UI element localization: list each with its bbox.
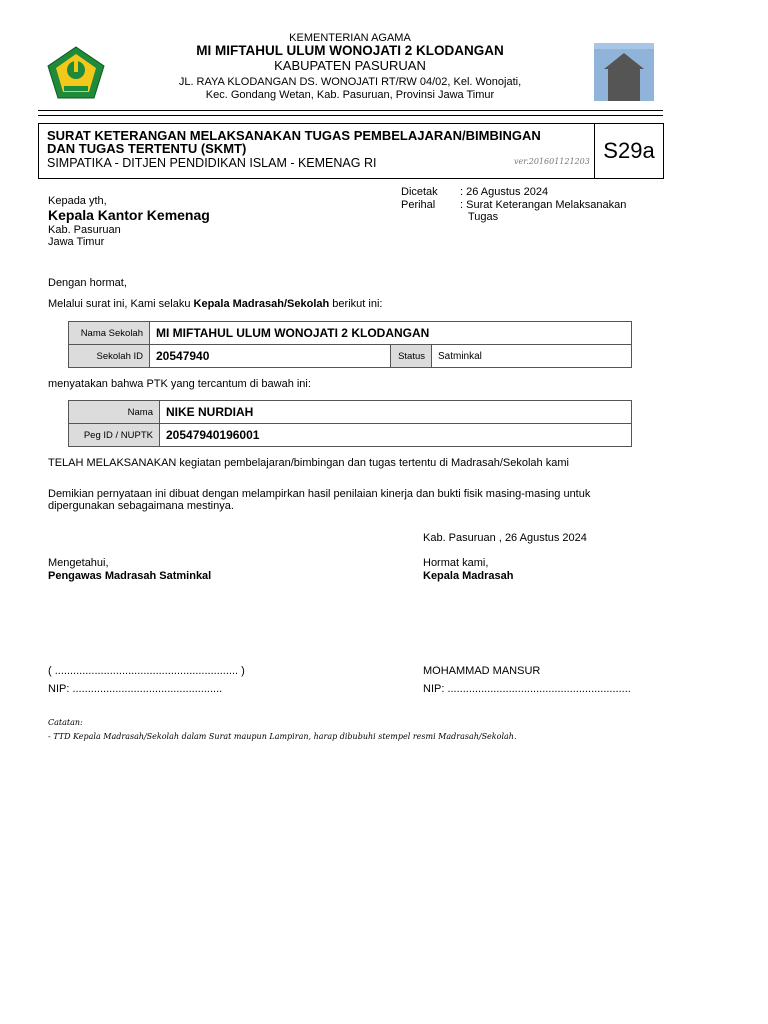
regency-name: KABUPATEN PASURUAN bbox=[274, 58, 426, 73]
right-nip: NIP: ............................................................ bbox=[423, 683, 631, 695]
title-line-1: SURAT KETERANGAN MELAKSANAKAN TUGAS PEMBELAJARAN/BIMBINGAN bbox=[47, 128, 541, 143]
greeting: Dengan hormat, bbox=[48, 277, 127, 289]
declaration-paragraph: TELAH MELAKSANAKAN kegiatan pembelajaran/bimbingan dan tugas tertentu di Madrasah/Sekolah kami bbox=[48, 457, 569, 469]
ministry-name: KEMENTERIAN AGAMA bbox=[289, 32, 411, 44]
subject-label: Perihal bbox=[401, 199, 436, 211]
recipient-name: Kepala Kantor Kemenag bbox=[48, 207, 210, 223]
place-date: Kab. Pasuruan , 26 Agustus 2024 bbox=[423, 532, 587, 544]
closing-line-1: Demikian pernyataan ini dibuat dengan melampirkan hasil penilaian kinerja dan bukti fisik masing-masing untuk bbox=[48, 488, 591, 500]
school-name-header: MI MIFTAHUL ULUM WONOJATI 2 KLODANGAN bbox=[196, 43, 504, 58]
right-ack: Hormat kami, bbox=[423, 557, 489, 569]
school-name-label: Nama Sekolah bbox=[69, 322, 150, 345]
ptk-id-label: Peg ID / NUPTK bbox=[69, 424, 160, 447]
ptk-table bbox=[68, 400, 632, 447]
address-line-2: Kec. Gondang Wetan, Kab. Pasuruan, Provinsi Jawa Timur bbox=[205, 89, 495, 101]
ptk-name-value: NIKE NURDIAH bbox=[160, 401, 632, 424]
header-divider bbox=[38, 110, 663, 111]
left-nip: NIP: ................................................. bbox=[48, 683, 223, 695]
closing-line-2: dipergunakan sebagaimana mestinya. bbox=[48, 500, 234, 512]
recipient-line-1: Kab. Pasuruan bbox=[48, 224, 121, 236]
ptk-id-value: 20547940196001 bbox=[160, 424, 632, 447]
form-code: S29a bbox=[594, 124, 663, 178]
status-value: Satminkal bbox=[432, 345, 632, 368]
recipient-line-2: Jawa Timur bbox=[48, 236, 105, 248]
school-id-label: Sekolah ID bbox=[69, 345, 150, 368]
notes-label: Catatan: bbox=[48, 718, 83, 727]
title-line-2: DAN TUGAS TERTENTU (SKMT) bbox=[47, 141, 247, 156]
left-ack: Mengetahui, bbox=[48, 557, 109, 569]
school-id-value: 20547940 bbox=[150, 345, 391, 368]
document-subtitle: SIMPATIKA - DITJEN PENDIDIKAN ISLAM - KEMENAG RI bbox=[47, 156, 377, 170]
ptk-name-label: Nama bbox=[69, 401, 160, 424]
address-line-1: JL. RAYA KLODANGAN DS. WONOJATI RT/RW 04/02, Kel. Wonojati, bbox=[178, 76, 522, 88]
version-label: ver.201601121203 bbox=[514, 157, 590, 166]
document-title bbox=[47, 129, 592, 155]
status-label: Status bbox=[391, 345, 432, 368]
school-name-value: MI MIFTAHUL ULUM WONOJATI 2 KLODANGAN bbox=[150, 322, 632, 345]
intro-paragraph bbox=[48, 298, 382, 310]
printed-label: Dicetak bbox=[401, 186, 438, 198]
left-signature-name: ( ............................................................ ) bbox=[48, 665, 245, 677]
school-table bbox=[68, 321, 632, 368]
intro-suffix: berikut ini: bbox=[329, 298, 383, 310]
notes-item-1: - TTD Kepala Madrasah/Sekolah dalam Surat maupun Lampiran, harap dibubuhi stempel resmi Madrasah/Sekolah. bbox=[48, 732, 517, 741]
printed-value: : 26 Agustus 2024 bbox=[460, 186, 549, 198]
recipient-to-label: Kepada yth, bbox=[48, 195, 107, 207]
right-signature-name: MOHAMMAD MANSUR bbox=[423, 665, 541, 677]
subject-value-1: : Surat Keterangan Melaksanakan bbox=[460, 199, 627, 211]
intro-bold: Kepala Madrasah/Sekolah bbox=[193, 298, 330, 310]
subject-value-2: Tugas bbox=[468, 211, 499, 223]
intro-prefix: Melalui surat ini, Kami selaku bbox=[48, 298, 194, 310]
header-divider-thin bbox=[38, 115, 663, 116]
right-role: Kepala Madrasah bbox=[423, 570, 514, 582]
states-paragraph: menyatakan bahwa PTK yang tercantum di bawah ini: bbox=[48, 378, 311, 390]
left-role: Pengawas Madrasah Satminkal bbox=[48, 570, 212, 582]
